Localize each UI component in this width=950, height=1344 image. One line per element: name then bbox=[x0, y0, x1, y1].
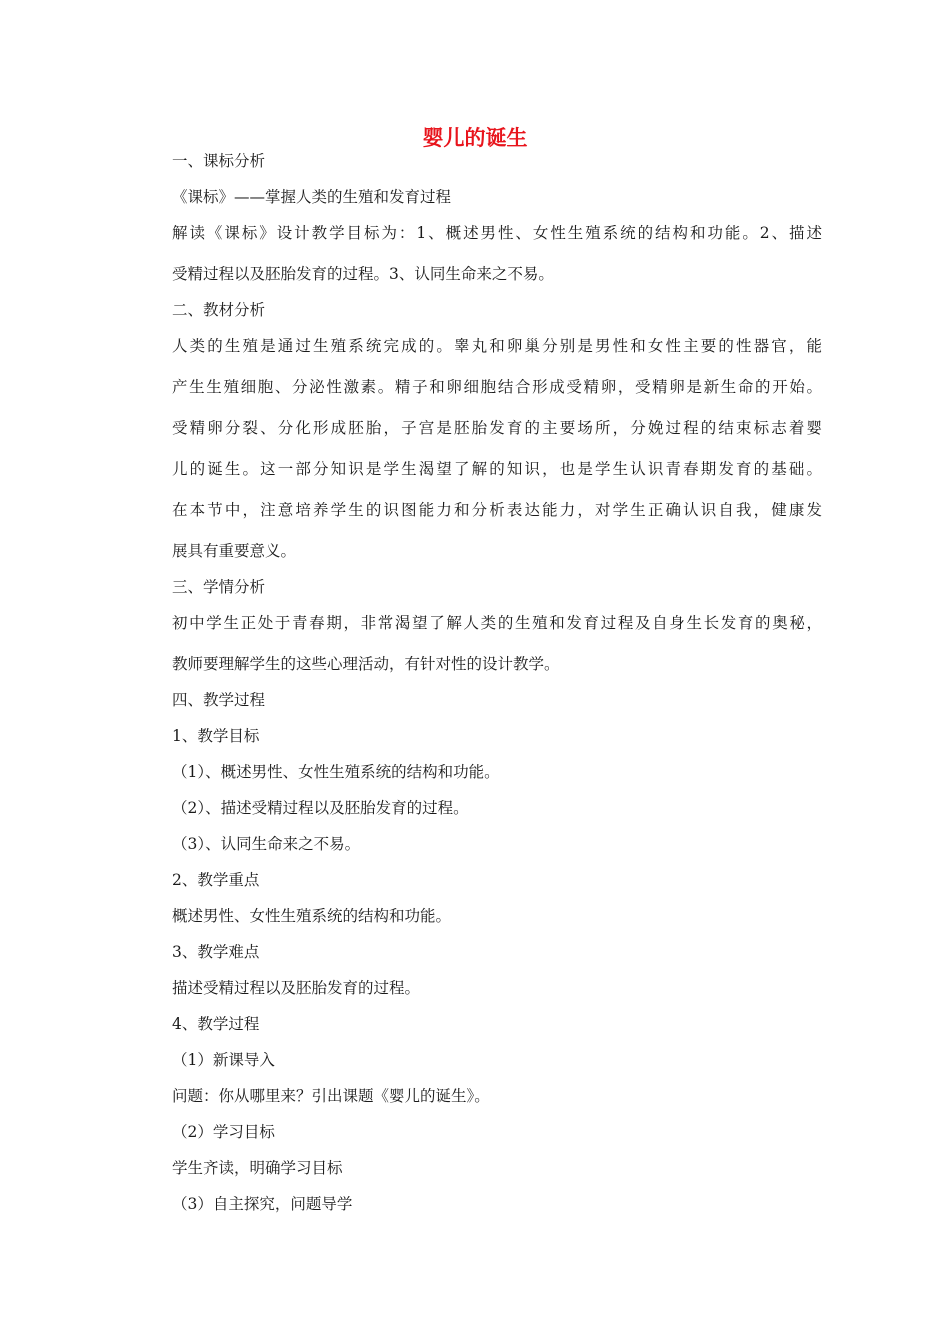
paragraph-line: 产生生殖细胞、分泌性激素。精子和卵细胞结合形成受精卵，受精卵是新生命的开始。 bbox=[172, 378, 822, 396]
paragraph-line: 人类的生殖是通过生殖系统完成的。睾丸和卵巢分别是男性和女性主要的性器官，能 bbox=[172, 337, 822, 355]
paragraph-line: 儿的诞生。这一部分知识是学生渴望了解的知识，也是学生认识青春期发育的基础。 bbox=[172, 460, 822, 478]
heading-curriculum-analysis: 一、课标分析 bbox=[172, 152, 266, 170]
paragraph-line: 教师要理解学生的这些心理活动，有针对性的设计教学。 bbox=[172, 655, 560, 673]
list-item: （1）新课导入 bbox=[172, 1051, 275, 1069]
list-item: （2）学习目标 bbox=[172, 1123, 275, 1141]
paragraph-line: 展具有重要意义。 bbox=[172, 542, 297, 560]
paragraph-line: 概述男性、女性生殖系统的结构和功能。 bbox=[172, 907, 452, 925]
subheading-difficult-points: 3、教学难点 bbox=[172, 943, 260, 961]
paragraph-line: 学生齐读，明确学习目标 bbox=[172, 1159, 343, 1177]
subheading-teaching-goals: 1、教学目标 bbox=[172, 727, 260, 745]
paragraph-line: 在本节中，注意培养学生的识图能力和分析表达能力，对学生正确认识自我，健康发 bbox=[172, 501, 822, 519]
paragraph-line: 《课标》——掌握人类的生殖和发育过程 bbox=[172, 188, 452, 206]
document-title: 婴儿的诞生 bbox=[422, 126, 528, 150]
paragraph-line: 解读《课标》设计教学目标为：1、概述男性、女性生殖系统的结构和功能。2、描述 bbox=[172, 224, 822, 242]
paragraph-line: 初中学生正处于青春期，非常渴望了解人类的生殖和发育过程及自身生长发育的奥秘， bbox=[172, 614, 822, 632]
paragraph-line: 问题：你从哪里来？引出课题《婴儿的诞生》。 bbox=[172, 1087, 490, 1105]
list-item: （3）自主探究，问题导学 bbox=[172, 1195, 353, 1213]
heading-student-analysis: 三、学情分析 bbox=[172, 578, 266, 596]
list-item: （2）、描述受精过程以及胚胎发育的过程。 bbox=[172, 799, 469, 817]
paragraph-line: 受精过程以及胚胎发育的过程。3、认同生命来之不易。 bbox=[172, 265, 554, 283]
list-item: （3）、认同生命来之不易。 bbox=[172, 835, 361, 853]
paragraph-line: 描述受精过程以及胚胎发育的过程。 bbox=[172, 979, 421, 997]
heading-textbook-analysis: 二、教材分析 bbox=[172, 301, 266, 319]
subheading-process: 4、教学过程 bbox=[172, 1015, 260, 1033]
paragraph-line: 受精卵分裂、分化形成胚胎，子宫是胚胎发育的主要场所，分娩过程的结束标志着婴 bbox=[172, 419, 822, 437]
heading-teaching-process: 四、教学过程 bbox=[172, 691, 266, 709]
list-item: （1）、概述男性、女性生殖系统的结构和功能。 bbox=[172, 763, 500, 781]
subheading-key-points: 2、教学重点 bbox=[172, 871, 260, 889]
